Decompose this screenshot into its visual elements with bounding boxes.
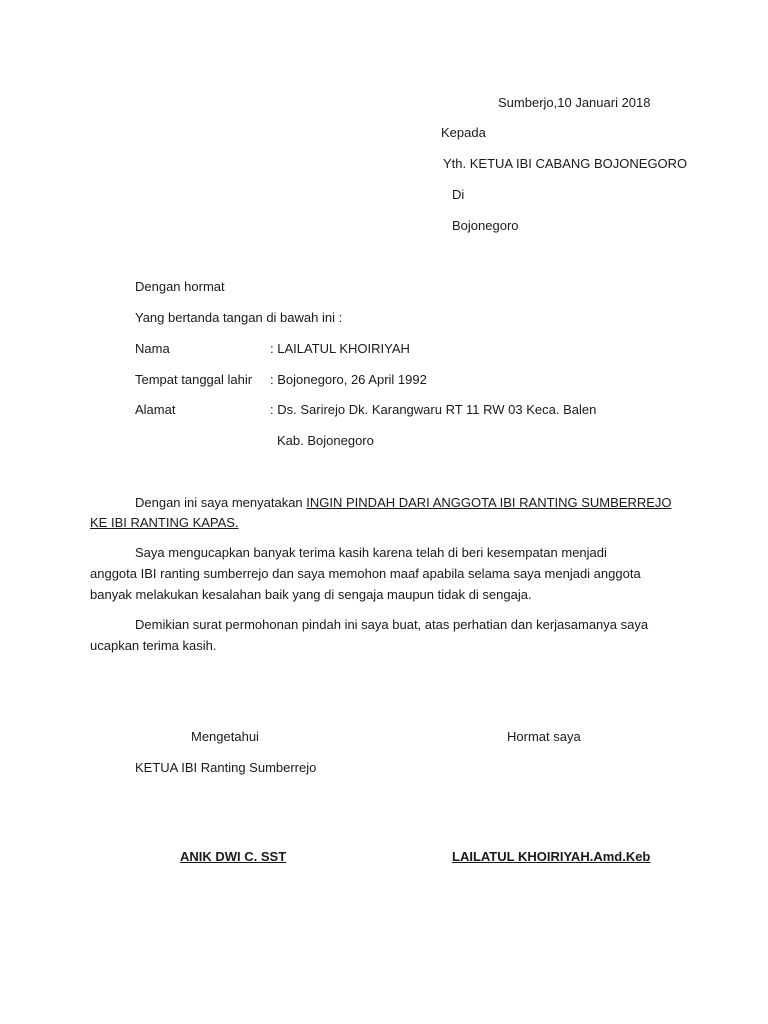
paragraph-1-line-1 xyxy=(135,496,672,509)
field-address xyxy=(135,403,596,416)
salutation: Dengan hormat xyxy=(135,279,225,294)
field-name-value: : LAILATUL KHOIRIYAH xyxy=(270,341,410,356)
signer-right: LAILATUL KHOIRIYAH.Amd.Keb xyxy=(452,849,651,864)
known-label: Mengetahui xyxy=(191,729,259,744)
known-title: KETUA IBI Ranting Sumberrejo xyxy=(135,760,317,775)
field-birth xyxy=(135,373,427,386)
paragraph-3-line-1: Demikian surat permohonan pindah ini saya buat, atas perhatian dan kerjasamanya saya xyxy=(135,617,649,632)
paragraph-1-statement: INGIN PINDAH DARI ANGGOTA IBI RANTING SUMBERREJO xyxy=(306,495,672,510)
to-label: Kepada xyxy=(441,125,486,140)
field-birth-label: Tempat tanggal lahir xyxy=(135,372,253,387)
di-label: Di xyxy=(452,187,465,202)
paragraph-3-line-2: ucapkan terima kasih. xyxy=(90,638,217,653)
regards-label: Hormat saya xyxy=(507,729,581,744)
paragraph-2-line-2: anggota IBI ranting sumberrejo dan saya memohon maaf apabila selama saya menjadi anggota xyxy=(90,566,641,581)
intro-line: Yang bertanda tangan di bawah ini : xyxy=(135,310,343,325)
paragraph-1-prefix: Dengan ini saya menyatakan xyxy=(135,495,307,510)
paragraph-2-line-3: banyak melakukan kesalahan baik yang di sengaja maupun tidak di sengaja. xyxy=(90,587,532,602)
field-address-value-2: Kab. Bojonegoro xyxy=(277,433,374,448)
field-address-label: Alamat xyxy=(135,402,176,417)
field-birth-value: : Bojonegoro, 26 April 1992 xyxy=(270,372,427,387)
signer-left: ANIK DWI C. SST xyxy=(180,849,287,864)
place-date: Sumberjo,10 Januari 2018 xyxy=(498,95,651,110)
recipient-city: Bojonegoro xyxy=(452,218,519,233)
recipient: Yth. KETUA IBI CABANG BOJONEGORO xyxy=(443,156,688,171)
field-name xyxy=(135,342,410,355)
paragraph-1-line-2: KE IBI RANTING KAPAS. xyxy=(90,515,239,530)
field-address-value: : Ds. Sarirejo Dk. Karangwaru RT 11 RW 03 Keca. Balen xyxy=(270,402,597,417)
field-name-label: Nama xyxy=(135,341,170,356)
paragraph-2-line-1: Saya mengucapkan banyak terima kasih karena telah di beri kesempatan menjadi xyxy=(135,545,607,560)
